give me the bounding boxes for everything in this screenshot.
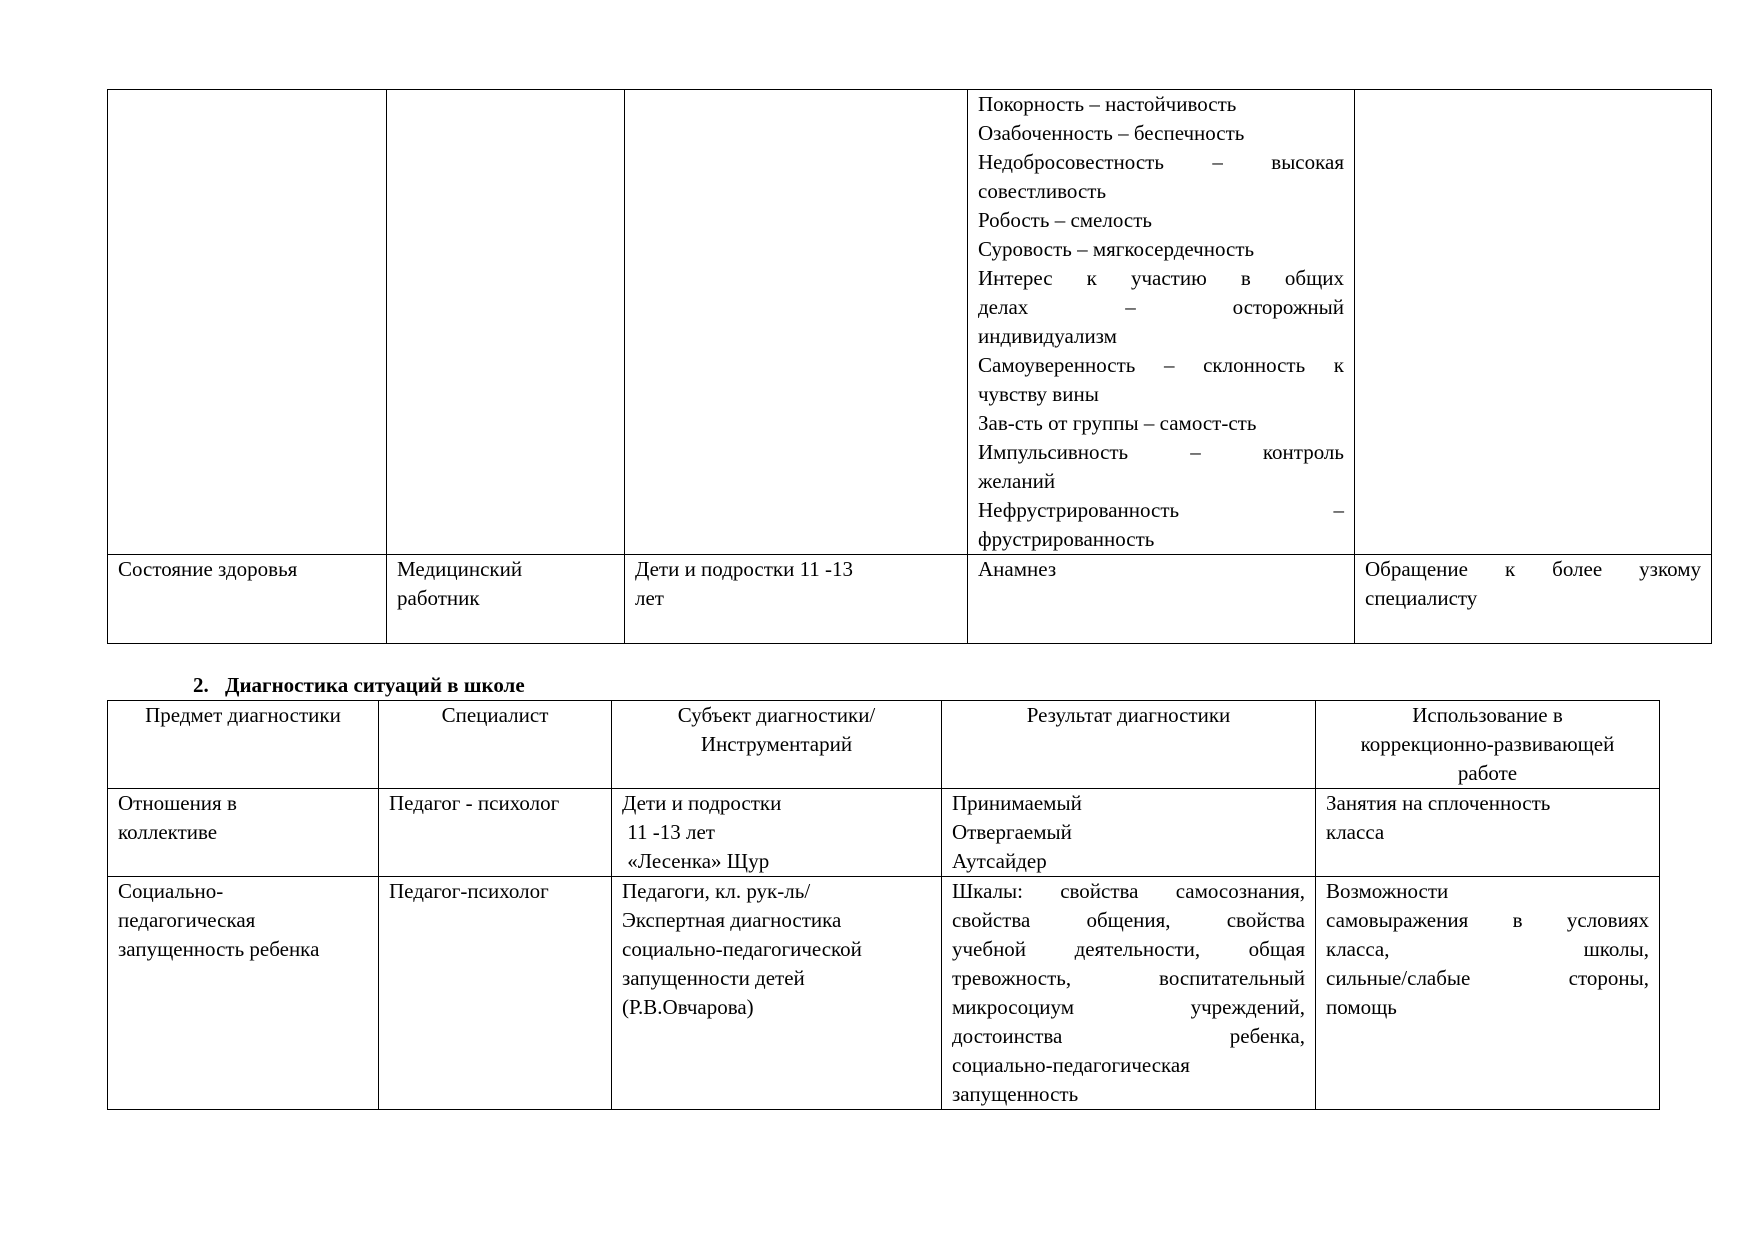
target-cell	[625, 90, 968, 555]
subject-cell: Отношения в коллективе	[108, 789, 379, 877]
table-row	[108, 789, 1660, 877]
header-subject: Предмет диагностики	[108, 701, 379, 789]
usage-cell: Занятия на сплоченность класса	[1316, 789, 1660, 877]
specialist-cell	[387, 90, 625, 555]
usage-cell	[1355, 90, 1712, 555]
text-line: Нефрустрированность –	[978, 498, 1344, 522]
header-specialist: Специалист	[379, 701, 612, 789]
text-line: свойства общения, свойства	[952, 908, 1305, 932]
text-line: запущенность	[952, 1082, 1079, 1106]
subject-cell	[108, 90, 387, 555]
header-usage: Использование в коррекционно-развивающей работе	[1316, 701, 1660, 789]
text-line: Недобросовестность – высокая	[978, 150, 1344, 174]
subject-cell: Социально- педагогическая запущенность ребенка	[108, 877, 379, 1110]
diagnostics-table	[107, 700, 1660, 1110]
text-line: индивидуализм	[978, 324, 1117, 348]
text-line: Шкалы: свойства самосознания,	[952, 879, 1305, 903]
text-line: тревожность, воспитательный	[952, 966, 1305, 990]
header-result: Результат диагностики	[942, 701, 1316, 789]
text-line: делах – осторожный	[978, 295, 1344, 319]
instrument-cell: Педагоги, кл. рук-ль/ Экспертная диагностика социально-педагогической запущенности детей (Р.В.Овчарова)	[612, 877, 942, 1110]
section-title: Диагностика ситуаций в школе	[225, 673, 525, 697]
text-line: Озабоченность – беспечность	[978, 121, 1245, 145]
usage-cell	[1316, 877, 1660, 1110]
result-cell	[942, 877, 1316, 1110]
text-line: Покорность – настойчивость	[978, 92, 1237, 116]
text-line: Интерес к участию в общих	[978, 266, 1344, 290]
text-line: совестливость	[978, 179, 1107, 203]
text-line: достоинства ребенка,	[952, 1024, 1305, 1048]
text-line: сильные/слабые стороны,	[1326, 966, 1649, 990]
text-line: помощь	[1326, 995, 1397, 1019]
result-cell: Анамнез	[968, 555, 1355, 644]
traits-cell	[968, 90, 1355, 555]
table-row	[108, 555, 1712, 644]
table-row	[108, 877, 1660, 1110]
text-line: фрустрированность	[978, 527, 1155, 551]
text-line: учебной деятельности, общая	[952, 937, 1305, 961]
section-number: 2.	[193, 673, 209, 697]
target-cell: Дети и подростки 11 -13 лет	[625, 555, 968, 644]
subject-cell: Состояние здоровья	[108, 555, 387, 644]
usage-cell: Обращение к более узкому специалисту	[1355, 555, 1712, 644]
text-line: Возможности	[1326, 879, 1449, 903]
text-line: самовыражения в условиях	[1326, 908, 1649, 932]
text-line: микросоциум учреждений,	[952, 995, 1305, 1019]
result-cell: Принимаемый Отвергаемый Аутсайдер	[942, 789, 1316, 877]
instrument-cell: Дети и подростки 11 -13 лет «Лесенка» Щур	[612, 789, 942, 877]
text-line: Импульсивность – контроль	[978, 440, 1344, 464]
text-line: социально-педагогическая	[952, 1053, 1190, 1077]
text-line: класса, школы,	[1326, 937, 1649, 961]
specialist-cell: Педагог - психолог	[379, 789, 612, 877]
table-row	[108, 90, 1712, 555]
personality-table-continued	[107, 89, 1712, 644]
text-line: Робость – смелость	[978, 208, 1152, 232]
text-line: Зав-сть от группы – самост-сть	[978, 411, 1257, 435]
section-heading	[193, 671, 525, 700]
specialist-cell: Педагог-психолог	[379, 877, 612, 1110]
text-line: Самоуверенность – склонность к	[978, 353, 1344, 377]
specialist-cell: Медицинский работник	[387, 555, 625, 644]
text-line: Суровость – мягкосердечность	[978, 237, 1255, 261]
text-line: чувству вины	[978, 382, 1099, 406]
text-line: желаний	[978, 469, 1056, 493]
table-header-row	[108, 701, 1660, 789]
header-instrument: Субъект диагностики/ Инструментарий	[612, 701, 942, 789]
